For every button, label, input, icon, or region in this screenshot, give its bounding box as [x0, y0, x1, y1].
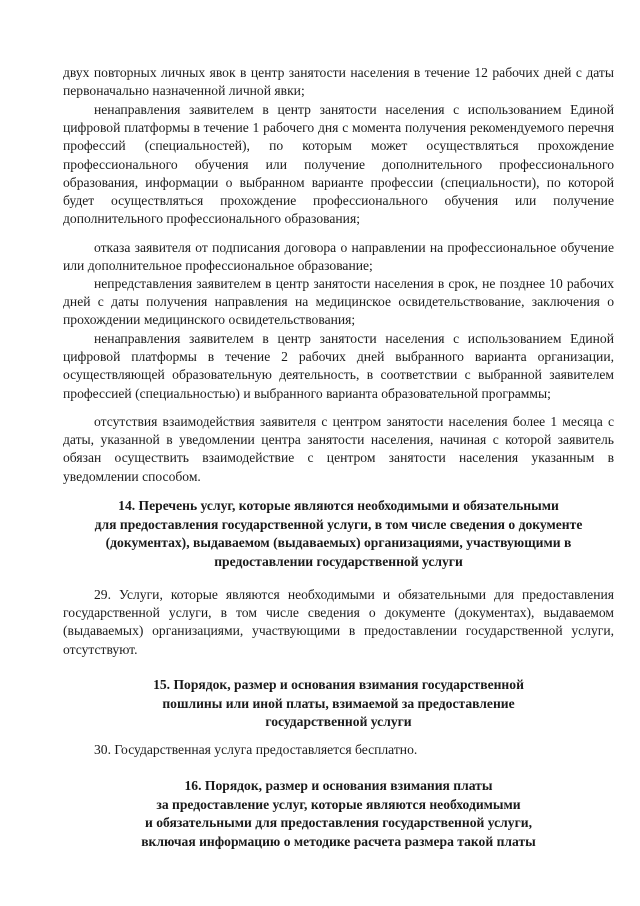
paragraph-continuation: двух повторных личных явок в центр занятости населения в течение 12 рабочих дней с даты первоначально назначенной личной явки;: [63, 65, 614, 99]
section-15-heading: [63, 676, 614, 732]
heading-line: 14. Перечень услуг, которые являются необходимыми и обязательными: [118, 498, 559, 513]
heading-line: государственной услуги: [265, 714, 412, 729]
heading-line: (документах), выдаваемом (выдаваемых) организациями, участвующими в: [105, 535, 572, 550]
heading-line: для предоставления государственной услуги, в том числе сведения о документе: [94, 516, 583, 532]
heading-line: предоставлении государственной услуги: [214, 553, 463, 569]
paragraph-item: непредставления заявителем в центр занятости населения в срок, не позднее 10 рабочих дней с даты получения направления на медицинское освидетельствование, заключения о прохождении медицинского освидетельствования;: [63, 276, 614, 328]
paragraph-item: ненаправления заявителем в центр занятости населения с использованием Единой цифровой платформы в течение 2 рабочих дней выбранного варианта организации, осуществляющей образовательную деятельность, в соответствии с выбранной заявителем профессией (специальностью) и выбранного варианта образовательной программы;: [63, 331, 614, 401]
heading-line: 16. Порядок, размер и основания взимания платы: [184, 778, 493, 793]
paragraph-item: ненаправления заявителем в центр занятости населения с использованием Единой цифровой платформы в течение 1 рабочего дня с момента получения рекомендуемого перечня профессий (специальностей), по которым может осуществляться прохождение профессионального обучения или получение дополнительного профессионального образования, информации о выбранном варианте профессии (специальности), по которой будет осуществляться прохождение профессионального обучения или получение дополнительного профессионального образования;: [63, 102, 614, 227]
heading-line: включая информацию о методике расчета размера такой платы: [141, 833, 536, 849]
heading-line: пошлины или иной платы, взимаемой за предоставление: [162, 695, 515, 711]
heading-line: 15. Порядок, размер и основания взимания государственной: [153, 677, 524, 692]
heading-line: за предоставление услуг, которые являются необходимыми: [156, 796, 521, 812]
paragraph-29: 29. Услуги, которые являются необходимыми и обязательными для предоставления государственной услуги, в том числе сведения о документе (документах), выдаваемом (выдаваемых) организациями, участвующими в предоставлении государственной услуги, отсутствуют.: [63, 587, 614, 657]
paragraph-30: 30. Государственная услуга предоставляется бесплатно.: [94, 742, 418, 757]
section-14-heading: [63, 497, 614, 571]
paragraph-item: отказа заявителя от подписания договора о направлении на профессиональное обучение или дополнительное профессиональное образование;: [63, 240, 614, 274]
section-16-heading: [63, 777, 614, 851]
heading-line: и обязательными для предоставления государственной услуги,: [145, 815, 532, 830]
paragraph-item: отсутствия взаимодействия заявителя с центром занятости населения более 1 месяца с даты, указанной в уведомлении центра занятости населения, начиная с которой заявитель обязан осуществить взаимодействие с центром занятости населения указанным в уведомлении способом.: [63, 414, 614, 484]
